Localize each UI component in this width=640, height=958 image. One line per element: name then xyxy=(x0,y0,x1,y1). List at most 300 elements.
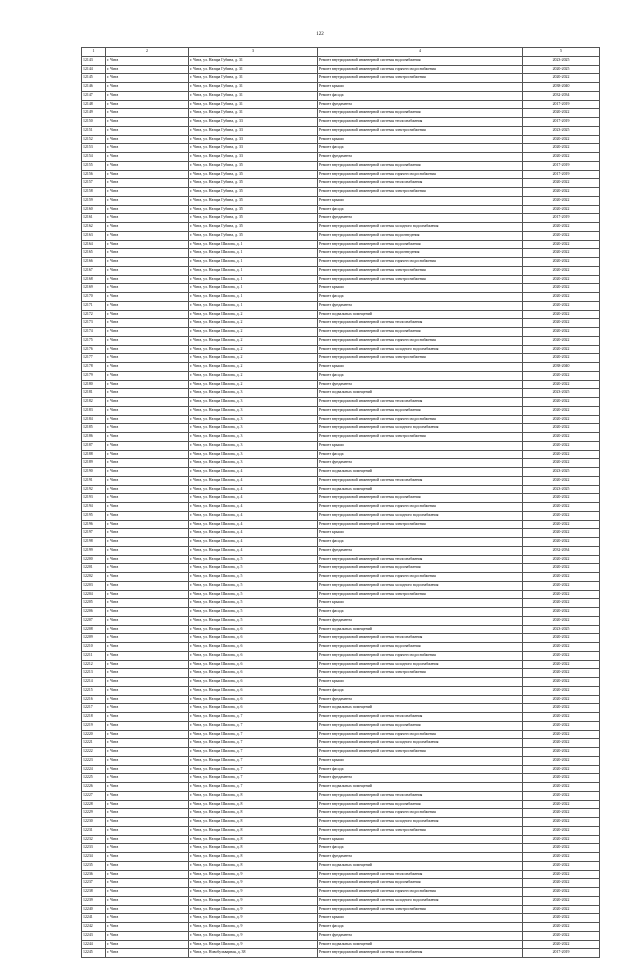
municipality-cell: г. Чита xyxy=(106,783,189,792)
table-row xyxy=(82,494,600,503)
table-row xyxy=(82,616,600,625)
address-cell: г. Чита, ул. Назара Шилова, д. 7 xyxy=(189,730,318,739)
table-row xyxy=(82,284,600,293)
municipality-cell: г. Чита xyxy=(106,310,189,319)
table-row xyxy=(82,293,600,302)
municipality-cell: г. Чита xyxy=(106,879,189,888)
table-row xyxy=(82,590,600,599)
table-row xyxy=(82,118,600,127)
address-cell: г. Чита, ул. Назара Шилова, д. 8 xyxy=(189,844,318,853)
period-cell: 2020-2022 xyxy=(523,940,600,949)
address-cell: г. Чита, ул. Назара Шилова, д. 6 xyxy=(189,625,318,634)
work-type-cell: Ремонт подвальных помещений xyxy=(318,861,523,870)
table-row xyxy=(82,564,600,573)
address-cell: г. Чита, ул. Назара Шилова, д. 9 xyxy=(189,879,318,888)
address-cell: г. Чита, ул. Назара Шилова, д. 4 xyxy=(189,485,318,494)
row-number-cell: 12160 xyxy=(82,205,106,214)
table-row xyxy=(82,266,600,275)
table-row xyxy=(82,774,600,783)
period-cell: 2020-2022 xyxy=(523,109,600,118)
period-cell: 2020-2022 xyxy=(523,205,600,214)
work-type-cell: Ремонт внутридомовой инженерной системы водоснабжения xyxy=(318,564,523,573)
address-cell: г. Чита, ул. Назара Губина, д. 31 xyxy=(189,109,318,118)
address-cell: г. Чита, ул. Назара Шилова, д. 3 xyxy=(189,459,318,468)
table-row xyxy=(82,713,600,722)
address-cell: г. Чита, ул. Назара Губина, д. 31 xyxy=(189,74,318,83)
column-header-4: 4 xyxy=(318,48,523,57)
table-row xyxy=(82,853,600,862)
municipality-cell: г. Чита xyxy=(106,748,189,757)
table-row xyxy=(82,415,600,424)
address-cell: г. Чита, ул. Назара Шилова, д. 9 xyxy=(189,923,318,932)
address-cell: г. Чита, ул. Назара Губина, д. 35 xyxy=(189,214,318,223)
address-cell: г. Чита, ул. Назара Шилова, д. 5 xyxy=(189,555,318,564)
table-row xyxy=(82,503,600,512)
period-cell: 2020-2022 xyxy=(523,678,600,687)
work-type-cell: Ремонт фасада xyxy=(318,144,523,153)
table-row xyxy=(82,809,600,818)
address-cell: г. Чита, ул. Назара Шилова, д. 8 xyxy=(189,800,318,809)
table-header-row xyxy=(82,48,600,57)
row-number-cell: 12154 xyxy=(82,153,106,162)
row-number-cell: 12169 xyxy=(82,284,106,293)
work-type-cell: Ремонт внутридомовой инженерной системы теплоснабжения xyxy=(318,319,523,328)
column-header-1: 1 xyxy=(82,48,106,57)
row-number-cell: 12239 xyxy=(82,896,106,905)
work-type-cell: Ремонт внутридомовой инженерной системы водоснабжения xyxy=(318,56,523,65)
address-cell: г. Чита, ул. Назара Шилова, д. 3 xyxy=(189,398,318,407)
period-cell: 2020-2022 xyxy=(523,581,600,590)
municipality-cell: г. Чита xyxy=(106,590,189,599)
row-number-cell: 12227 xyxy=(82,791,106,800)
row-number-cell: 12213 xyxy=(82,669,106,678)
period-cell: 2020-2022 xyxy=(523,284,600,293)
address-cell: г. Чита, ул. Назара Шилова, д. 1 xyxy=(189,266,318,275)
work-type-cell: Ремонт крыши xyxy=(318,599,523,608)
row-number-cell: 12196 xyxy=(82,520,106,529)
period-cell: 2020-2022 xyxy=(523,144,600,153)
work-type-cell: Ремонт внутридомовой инженерной системы водоотведения xyxy=(318,249,523,258)
work-type-cell: Ремонт фасада xyxy=(318,608,523,617)
table-row xyxy=(82,56,600,65)
period-cell: 2020-2022 xyxy=(523,494,600,503)
table-row xyxy=(82,354,600,363)
address-cell: г. Чита, ул. Назара Губина, д. 33 xyxy=(189,153,318,162)
address-cell: г. Чита, ул. Назара Шилова, д. 4 xyxy=(189,511,318,520)
work-type-cell: Ремонт внутридомовой инженерной системы горячего водоснабжения xyxy=(318,65,523,74)
work-type-cell: Ремонт крыши xyxy=(318,135,523,144)
address-cell: г. Чита, ул. Назара Шилова, д. 5 xyxy=(189,581,318,590)
row-number-cell: 12184 xyxy=(82,415,106,424)
row-number-cell: 12185 xyxy=(82,424,106,433)
municipality-cell: г. Чита xyxy=(106,555,189,564)
address-cell: г. Чита, ул. Назара Шилова, д. 4 xyxy=(189,468,318,477)
row-number-cell: 12224 xyxy=(82,765,106,774)
work-type-cell: Ремонт фасада xyxy=(318,686,523,695)
work-type-cell: Ремонт внутридомовой инженерной системы электроснабжения xyxy=(318,126,523,135)
work-type-cell: Ремонт внутридомовой инженерной системы теплоснабжения xyxy=(318,476,523,485)
period-cell: 2020-2022 xyxy=(523,424,600,433)
municipality-cell: г. Чита xyxy=(106,651,189,660)
row-number-cell: 12220 xyxy=(82,730,106,739)
row-number-cell: 12165 xyxy=(82,249,106,258)
work-type-cell: Ремонт подвальных помещений xyxy=(318,485,523,494)
municipality-cell: г. Чита xyxy=(106,450,189,459)
period-cell: 2020-2022 xyxy=(523,301,600,310)
period-cell: 2020-2022 xyxy=(523,756,600,765)
address-cell: г. Чита, ул. Назара Губина, д. 33 xyxy=(189,126,318,135)
work-type-cell: Ремонт внутридомовой инженерной системы холодного водоснабжения xyxy=(318,345,523,354)
address-cell: г. Чита, ул. Назара Шилова, д. 3 xyxy=(189,450,318,459)
period-cell: 2020-2022 xyxy=(523,188,600,197)
municipality-cell: г. Чита xyxy=(106,721,189,730)
row-number-cell: 12152 xyxy=(82,135,106,144)
period-cell: 2020-2022 xyxy=(523,529,600,538)
address-cell: г. Чита, ул. Назара Шилова, д. 9 xyxy=(189,870,318,879)
period-cell: 2020-2022 xyxy=(523,896,600,905)
municipality-cell: г. Чита xyxy=(106,240,189,249)
page-number: 122 xyxy=(316,32,324,37)
work-type-cell: Ремонт фундамента xyxy=(318,153,523,162)
table-row xyxy=(82,511,600,520)
address-cell: г. Чита, ул. Назара Губина, д. 35 xyxy=(189,205,318,214)
row-number-cell: 12167 xyxy=(82,266,106,275)
address-cell: г. Чита, ул. Назара Шилова, д. 3 xyxy=(189,424,318,433)
row-number-cell: 12235 xyxy=(82,861,106,870)
row-number-cell: 12177 xyxy=(82,354,106,363)
row-number-cell: 12241 xyxy=(82,914,106,923)
period-cell: 2020-2022 xyxy=(523,774,600,783)
work-type-cell: Ремонт фасада xyxy=(318,538,523,547)
address-cell: г. Чита, ул. Назара Шилова, д. 9 xyxy=(189,940,318,949)
municipality-cell: г. Чита xyxy=(106,328,189,337)
work-type-cell: Ремонт фасада xyxy=(318,293,523,302)
municipality-cell: г. Чита xyxy=(106,319,189,328)
table-row xyxy=(82,188,600,197)
table-row xyxy=(82,345,600,354)
address-cell: г. Чита, ул. Назара Шилова, д. 9 xyxy=(189,905,318,914)
table-row xyxy=(82,328,600,337)
address-cell: г. Чита, ул. Назара Шилова, д. 6 xyxy=(189,678,318,687)
period-cell: 2020-2022 xyxy=(523,643,600,652)
table-row xyxy=(82,135,600,144)
row-number-cell: 12146 xyxy=(82,83,106,92)
row-number-cell: 12189 xyxy=(82,459,106,468)
municipality-cell: г. Чита xyxy=(106,581,189,590)
municipality-cell: г. Чита xyxy=(106,345,189,354)
row-number-cell: 12147 xyxy=(82,91,106,100)
period-cell: 2020-2022 xyxy=(523,826,600,835)
table-row xyxy=(82,669,600,678)
period-cell: 2020-2022 xyxy=(523,879,600,888)
municipality-cell: г. Чита xyxy=(106,564,189,573)
municipality-cell: г. Чита xyxy=(106,529,189,538)
work-type-cell: Ремонт фасада xyxy=(318,765,523,774)
work-type-cell: Ремонт внутридомовой инженерной системы холодного водоснабжения xyxy=(318,818,523,827)
work-type-cell: Ремонт подвальных помещений xyxy=(318,310,523,319)
work-type-cell: Ремонт внутридомовой инженерной системы водоснабжения xyxy=(318,406,523,415)
table-row xyxy=(82,739,600,748)
row-number-cell: 12214 xyxy=(82,678,106,687)
row-number-cell: 12198 xyxy=(82,538,106,547)
period-cell: 2020-2022 xyxy=(523,231,600,240)
table-row xyxy=(82,406,600,415)
municipality-cell: г. Чита xyxy=(106,100,189,109)
address-cell: г. Чита, ул. Назара Шилова, д. 2 xyxy=(189,363,318,372)
address-cell: г. Чита, ул. Назара Шилова, д. 6 xyxy=(189,695,318,704)
row-number-cell: 12166 xyxy=(82,258,106,267)
period-cell: 2020-2022 xyxy=(523,223,600,232)
period-cell: 2020-2022 xyxy=(523,153,600,162)
address-cell: г. Чита, ул. Назара Шилова, д. 4 xyxy=(189,538,318,547)
table-row xyxy=(82,485,600,494)
period-cell: 2020-2022 xyxy=(523,651,600,660)
table-row xyxy=(82,424,600,433)
table-row xyxy=(82,914,600,923)
row-number-cell: 12181 xyxy=(82,389,106,398)
table-row xyxy=(82,826,600,835)
period-cell: 2020-2022 xyxy=(523,398,600,407)
period-cell: 2020-2022 xyxy=(523,538,600,547)
period-cell: 2020-2022 xyxy=(523,476,600,485)
work-type-cell: Ремонт внутридомовой инженерной системы электроснабжения xyxy=(318,520,523,529)
municipality-cell: г. Чита xyxy=(106,109,189,118)
address-cell: г. Чита, ул. Назара Шилова, д. 5 xyxy=(189,564,318,573)
column-header-5: 5 xyxy=(523,48,600,57)
period-cell: 2020-2022 xyxy=(523,853,600,862)
municipality-cell: г. Чита xyxy=(106,91,189,100)
work-type-cell: Ремонт внутридомовой инженерной системы горячего водоснабжения xyxy=(318,503,523,512)
period-cell: 2020-2022 xyxy=(523,258,600,267)
work-type-cell: Ремонт внутридомовой инженерной системы водоснабжения xyxy=(318,240,523,249)
municipality-cell: г. Чита xyxy=(106,669,189,678)
table-row xyxy=(82,179,600,188)
period-cell: 2020-2022 xyxy=(523,713,600,722)
municipality-cell: г. Чита xyxy=(106,494,189,503)
table-row xyxy=(82,83,600,92)
period-cell: 2020-2022 xyxy=(523,74,600,83)
table-row xyxy=(82,459,600,468)
row-number-cell: 12203 xyxy=(82,581,106,590)
period-cell: 2017-2019 xyxy=(523,118,600,127)
work-type-cell: Ремонт внутридомовой инженерной системы электроснабжения xyxy=(318,590,523,599)
municipality-cell: г. Чита xyxy=(106,275,189,284)
period-cell: 2017-2019 xyxy=(523,214,600,223)
work-type-cell: Ремонт крыши xyxy=(318,678,523,687)
row-number-cell: 12209 xyxy=(82,634,106,643)
work-type-cell: Ремонт подвальных помещений xyxy=(318,704,523,713)
row-number-cell: 12207 xyxy=(82,616,106,625)
address-cell: г. Чита, ул. Назара Шилова, д. 7 xyxy=(189,783,318,792)
work-type-cell: Ремонт крыши xyxy=(318,284,523,293)
address-cell: г. Чита, ул. Назара Шилова, д. 2 xyxy=(189,380,318,389)
period-cell: 2023-2025 xyxy=(523,389,600,398)
municipality-cell: г. Чита xyxy=(106,441,189,450)
work-type-cell: Ремонт внутридомовой инженерной системы горячего водоснабжения xyxy=(318,336,523,345)
work-type-cell: Ремонт подвальных помещений xyxy=(318,940,523,949)
row-number-cell: 12190 xyxy=(82,468,106,477)
municipality-cell: г. Чита xyxy=(106,161,189,170)
work-type-cell: Ремонт внутридомовой инженерной системы холодного водоснабжения xyxy=(318,511,523,520)
work-type-cell: Ремонт внутридомовой инженерной системы водоснабжения xyxy=(318,721,523,730)
address-cell: г. Чита, ул. Назара Шилова, д. 8 xyxy=(189,835,318,844)
address-cell: г. Чита, ул. Назара Шилова, д. 8 xyxy=(189,791,318,800)
address-cell: г. Чита, ул. Назара Шилова, д. 5 xyxy=(189,573,318,582)
table-row xyxy=(82,91,600,100)
work-type-cell: Ремонт подвальных помещений xyxy=(318,389,523,398)
row-number-cell: 12170 xyxy=(82,293,106,302)
period-cell: 2020-2022 xyxy=(523,800,600,809)
municipality-cell: г. Чита xyxy=(106,774,189,783)
period-cell: 2032-2034 xyxy=(523,91,600,100)
period-cell: 2020-2022 xyxy=(523,503,600,512)
row-number-cell: 12232 xyxy=(82,835,106,844)
table-row xyxy=(82,380,600,389)
row-number-cell: 12202 xyxy=(82,573,106,582)
period-cell: 2020-2022 xyxy=(523,319,600,328)
municipality-cell: г. Чита xyxy=(106,686,189,695)
row-number-cell: 12162 xyxy=(82,223,106,232)
period-cell: 2020-2022 xyxy=(523,310,600,319)
municipality-cell: г. Чита xyxy=(106,406,189,415)
work-type-cell: Ремонт внутридомовой инженерной системы водоснабжения xyxy=(318,800,523,809)
municipality-cell: г. Чита xyxy=(106,266,189,275)
row-number-cell: 12234 xyxy=(82,853,106,862)
period-cell: 2020-2022 xyxy=(523,240,600,249)
municipality-cell: г. Чита xyxy=(106,616,189,625)
address-cell: г. Чита, ул. Назара Шилова, д. 6 xyxy=(189,669,318,678)
period-cell: 2020-2022 xyxy=(523,179,600,188)
period-cell: 2020-2022 xyxy=(523,450,600,459)
table-row xyxy=(82,109,600,118)
period-cell: 2020-2022 xyxy=(523,791,600,800)
address-cell: г. Чита, ул. Назара Шилова, д. 2 xyxy=(189,328,318,337)
address-cell: г. Чита, ул. Назара Шилова, д. 6 xyxy=(189,643,318,652)
period-cell: 2020-2022 xyxy=(523,923,600,932)
work-type-cell: Ремонт фундамента xyxy=(318,380,523,389)
municipality-cell: г. Чита xyxy=(106,389,189,398)
municipality-cell: г. Чита xyxy=(106,118,189,127)
table-row xyxy=(82,949,600,958)
row-number-cell: 12216 xyxy=(82,695,106,704)
row-number-cell: 12193 xyxy=(82,494,106,503)
address-cell: г. Чита, ул. Назара Шилова, д. 2 xyxy=(189,319,318,328)
work-type-cell: Ремонт фасада xyxy=(318,844,523,853)
address-cell: г. Чита, ул. Назара Губина, д. 35 xyxy=(189,196,318,205)
table-row xyxy=(82,249,600,258)
period-cell: 2020-2022 xyxy=(523,861,600,870)
work-type-cell: Ремонт внутридомовой инженерной системы электроснабжения xyxy=(318,266,523,275)
work-type-cell: Ремонт внутридомовой инженерной системы водоснабжения xyxy=(318,879,523,888)
work-type-cell: Ремонт фундамента xyxy=(318,853,523,862)
period-cell: 2020-2022 xyxy=(523,616,600,625)
row-number-cell: 12145 xyxy=(82,74,106,83)
row-number-cell: 12215 xyxy=(82,686,106,695)
address-cell: г. Чита, ул. Назара Шилова, д. 1 xyxy=(189,258,318,267)
address-cell: г. Чита, ул. Назара Губина, д. 31 xyxy=(189,56,318,65)
municipality-cell: г. Чита xyxy=(106,398,189,407)
table-row xyxy=(82,153,600,162)
row-number-cell: 12210 xyxy=(82,643,106,652)
address-cell: г. Чита, ул. Назара Шилова, д. 4 xyxy=(189,494,318,503)
work-type-cell: Ремонт фундамента xyxy=(318,931,523,940)
work-type-cell: Ремонт внутридомовой инженерной системы холодного водоснабжения xyxy=(318,223,523,232)
municipality-cell: г. Чита xyxy=(106,931,189,940)
work-type-cell: Ремонт внутридомовой инженерной системы электроснабжения xyxy=(318,74,523,83)
row-number-cell: 12178 xyxy=(82,363,106,372)
table-row xyxy=(82,931,600,940)
period-cell: 2020-2022 xyxy=(523,844,600,853)
table-row xyxy=(82,748,600,757)
work-type-cell: Ремонт крыши xyxy=(318,914,523,923)
table-row xyxy=(82,678,600,687)
row-number-cell: 12236 xyxy=(82,870,106,879)
address-cell: г. Чита, ул. Назара Шилова, д. 7 xyxy=(189,748,318,757)
address-cell: г. Чита, ул. Назара Шилова, д. 7 xyxy=(189,756,318,765)
municipality-cell: г. Чита xyxy=(106,83,189,92)
municipality-cell: г. Чита xyxy=(106,354,189,363)
address-cell: г. Чита, ул. Новобульварная, д. 38 xyxy=(189,949,318,958)
work-type-cell: Ремонт внутридомовой инженерной системы горячего водоснабжения xyxy=(318,809,523,818)
period-cell: 2020-2022 xyxy=(523,599,600,608)
period-cell: 2020-2022 xyxy=(523,660,600,669)
work-type-cell: Ремонт внутридомовой инженерной системы водоснабжения xyxy=(318,161,523,170)
row-number-cell: 12233 xyxy=(82,844,106,853)
row-number-cell: 12222 xyxy=(82,748,106,757)
period-cell: 2020-2022 xyxy=(523,511,600,520)
work-type-cell: Ремонт крыши xyxy=(318,441,523,450)
address-cell: г. Чита, ул. Назара Шилова, д. 1 xyxy=(189,284,318,293)
work-type-cell: Ремонт внутридомовой инженерной системы электроснабжения xyxy=(318,826,523,835)
table-row xyxy=(82,258,600,267)
address-cell: г. Чита, ул. Назара Шилова, д. 2 xyxy=(189,345,318,354)
row-number-cell: 12173 xyxy=(82,319,106,328)
period-cell: 2020-2022 xyxy=(523,870,600,879)
work-type-cell: Ремонт крыши xyxy=(318,756,523,765)
municipality-cell: г. Чита xyxy=(106,643,189,652)
table-row xyxy=(82,905,600,914)
address-cell: г. Чита, ул. Назара Шилова, д. 4 xyxy=(189,503,318,512)
period-cell: 2017-2019 xyxy=(523,100,600,109)
table-row xyxy=(82,791,600,800)
municipality-cell: г. Чита xyxy=(106,135,189,144)
address-cell: г. Чита, ул. Назара Шилова, д. 5 xyxy=(189,590,318,599)
table-row xyxy=(82,144,600,153)
row-number-cell: 12158 xyxy=(82,188,106,197)
work-type-cell: Ремонт крыши xyxy=(318,196,523,205)
address-cell: г. Чита, ул. Назара Шилова, д. 6 xyxy=(189,686,318,695)
period-cell: 2020-2022 xyxy=(523,555,600,564)
period-cell: 2020-2022 xyxy=(523,590,600,599)
period-cell: 2020-2022 xyxy=(523,433,600,442)
municipality-cell: г. Чита xyxy=(106,844,189,853)
row-number-cell: 12194 xyxy=(82,503,106,512)
table-row xyxy=(82,74,600,83)
row-number-cell: 12153 xyxy=(82,144,106,153)
address-cell: г. Чита, ул. Назара Шилова, д. 2 xyxy=(189,336,318,345)
municipality-cell: г. Чита xyxy=(106,905,189,914)
municipality-cell: г. Чита xyxy=(106,65,189,74)
period-cell: 2023-2025 xyxy=(523,485,600,494)
work-type-cell: Ремонт фундамента xyxy=(318,301,523,310)
work-type-cell: Ремонт крыши xyxy=(318,529,523,538)
table-row xyxy=(82,730,600,739)
municipality-cell: г. Чита xyxy=(106,214,189,223)
period-cell: 2020-2022 xyxy=(523,266,600,275)
municipality-cell: г. Чита xyxy=(106,660,189,669)
period-cell: 2020-2022 xyxy=(523,293,600,302)
municipality-cell: г. Чита xyxy=(106,888,189,897)
